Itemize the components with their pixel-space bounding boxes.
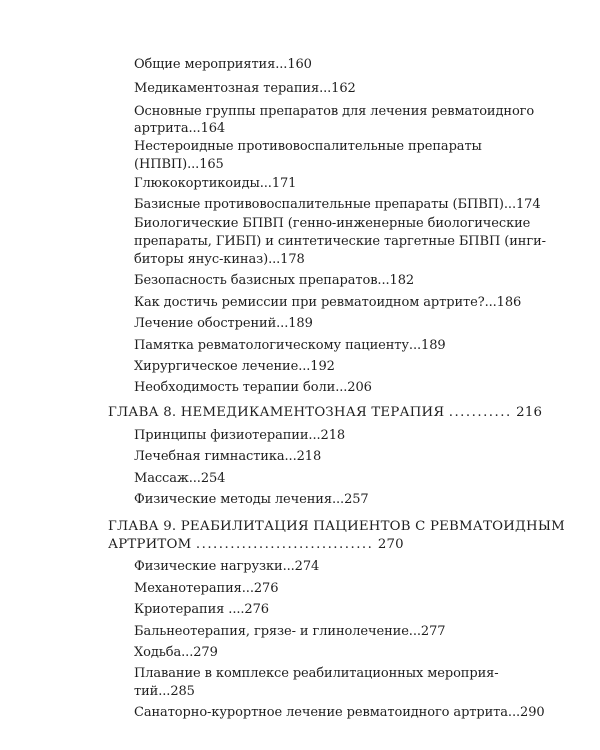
- toc-entry[interactable]: Основные группы препаратов для лечения ревматоидного: [134, 104, 535, 119]
- toc-entry[interactable]: Глюкокортикоиды...171: [134, 176, 297, 191]
- toc-entry[interactable]: Базисные противовоспалительные препараты (БПВП)...174: [134, 197, 541, 212]
- chapter-8-title: ГЛАВА 8. НЕМЕДИКАМЕНТОЗНАЯ ТЕРАПИЯ: [108, 405, 445, 420]
- toc-entry[interactable]: Памятка ревматологическому пациенту...189: [134, 338, 446, 353]
- toc-entry[interactable]: Механотерапия...276: [134, 581, 279, 596]
- chapter-9-title-line1[interactable]: ГЛАВА 9. РЕАБИЛИТАЦИЯ ПАЦИЕНТОВ С РЕВМАТОИДНЫМ: [108, 519, 565, 534]
- toc-entry[interactable]: биторы янус-киназ)...178: [134, 252, 305, 267]
- toc-entry[interactable]: Ходьба...279: [134, 645, 218, 660]
- toc-entry[interactable]: (НПВП)...165: [134, 157, 224, 172]
- chapter-9-page: 270: [377, 537, 404, 552]
- toc-entry[interactable]: Биологические БПВП (генно-инженерные биологические: [134, 216, 531, 231]
- toc-entry[interactable]: препараты, ГИБП) и синтетические таргетные БПВП (инги-: [134, 234, 546, 249]
- toc-entry[interactable]: Лечение обострений...189: [134, 316, 313, 331]
- toc-entry[interactable]: Общие мероприятия...160: [134, 57, 312, 72]
- chapter-9-title-line2: АРТРИТОМ: [108, 537, 192, 552]
- toc-entry[interactable]: Криотерапия ....276: [134, 602, 269, 617]
- toc-entry[interactable]: Плавание в комплексе реабилитационных мероприя-: [134, 666, 499, 681]
- toc-entry[interactable]: тий...285: [134, 684, 195, 699]
- toc-entry[interactable]: Физические методы лечения...257: [134, 492, 369, 507]
- toc-entry[interactable]: Необходимость терапии боли...206: [134, 380, 372, 395]
- chapter-9-dots: ...............................: [195, 537, 374, 552]
- toc-entry[interactable]: Физические нагрузки...274: [134, 559, 320, 574]
- toc-entry[interactable]: Принципы физиотерапии...218: [134, 428, 346, 443]
- toc-entry[interactable]: Бальнеотерапия, грязе- и глинолечение...277: [134, 624, 446, 639]
- chapter-9-heading-line2[interactable]: [108, 536, 404, 554]
- toc-entry[interactable]: артрита...164: [134, 121, 226, 136]
- toc-entry[interactable]: Нестероидные противовоспалительные препараты: [134, 139, 482, 154]
- toc-entry[interactable]: Хирургическое лечение...192: [134, 359, 335, 374]
- toc-entry[interactable]: Как достичь ремиссии при ревматоидном артрите?...186: [134, 295, 522, 310]
- toc-entry[interactable]: Массаж...254: [134, 471, 226, 486]
- toc-entry[interactable]: Безопасность базисных препаратов...182: [134, 273, 415, 288]
- chapter-8-page: 216: [516, 405, 543, 420]
- chapter-8-heading[interactable]: [108, 404, 542, 422]
- chapter-8-dots: ...........: [448, 405, 512, 420]
- toc-entry[interactable]: Санаторно-курортное лечение ревматоидного артрита...290: [134, 705, 545, 720]
- toc-entry[interactable]: Лечебная гимнастика...218: [134, 449, 322, 464]
- toc-entry[interactable]: Медикаментозная терапия...162: [134, 81, 356, 96]
